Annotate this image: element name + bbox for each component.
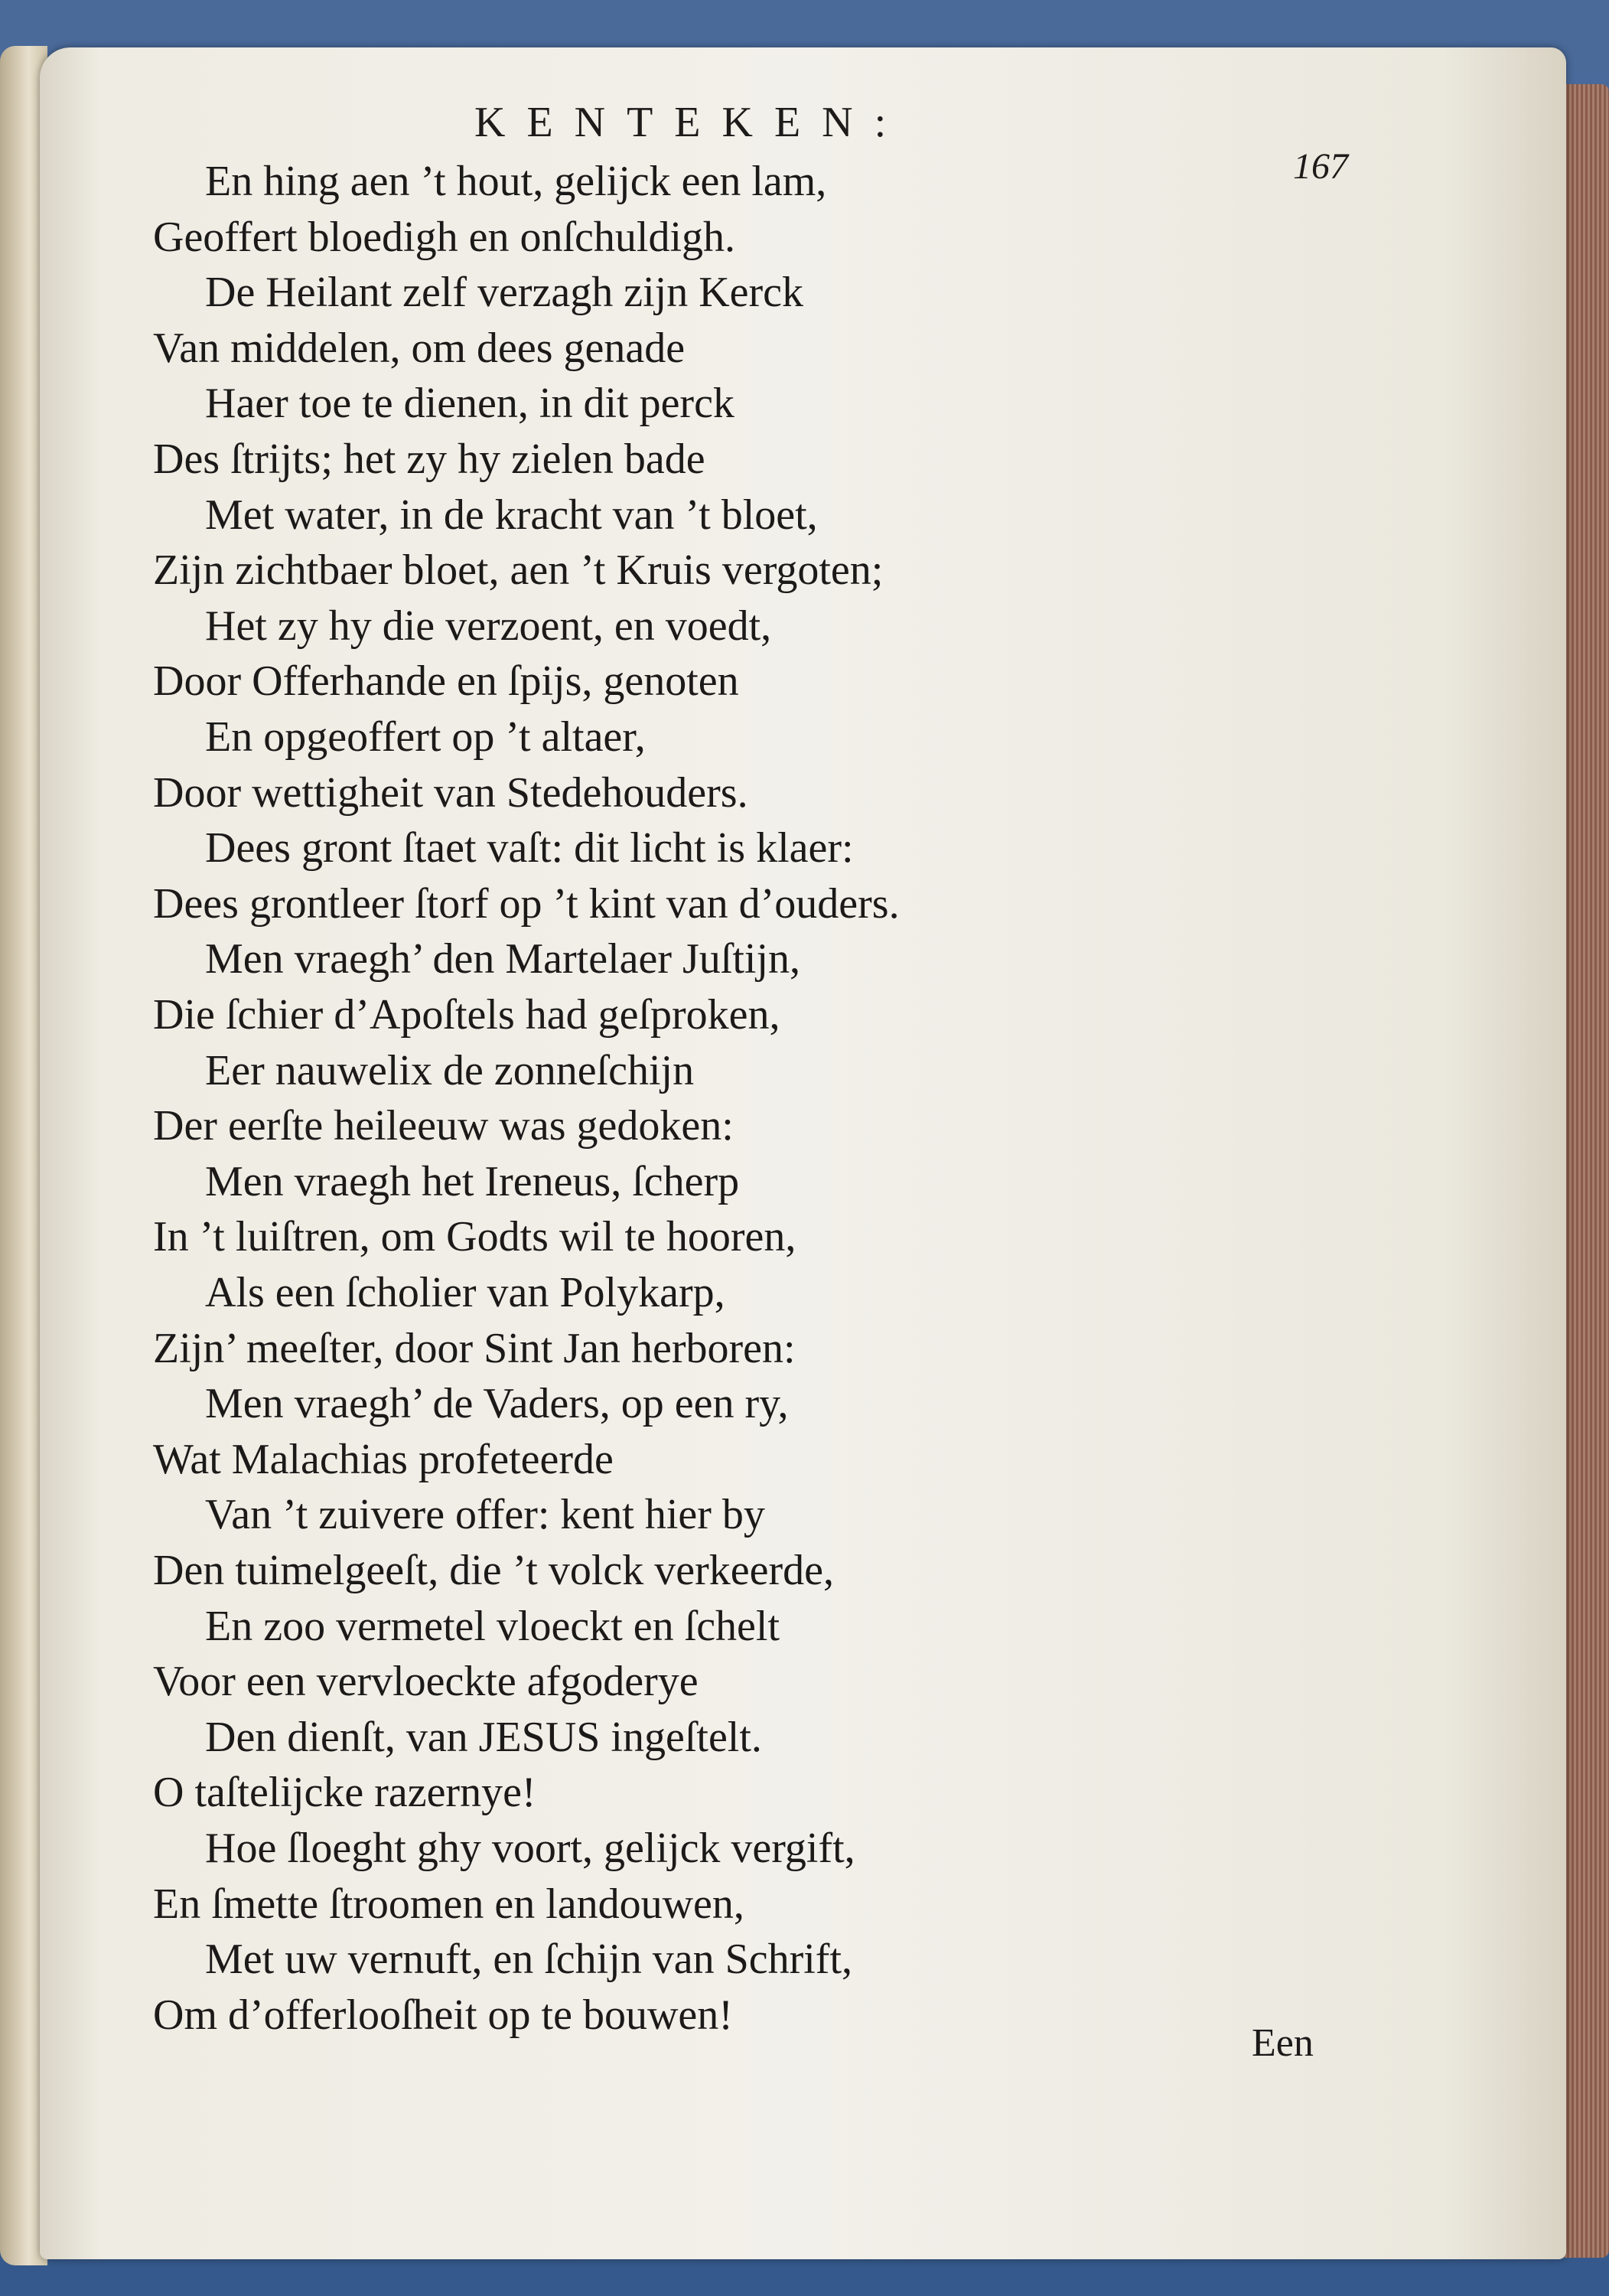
poem-line: Eer nauwelix de zonneſchijn (205, 1046, 695, 1094)
poem-line: Voor een vervloeckte afgoderye (153, 1658, 699, 1706)
poem-line: O taſtelijcke razernye! (153, 1769, 536, 1817)
poem-line: Men vraegh het Ireneus, ſcherp (205, 1157, 740, 1205)
poem-line: Het zy hy die verzoent, en voedt, (205, 602, 772, 650)
poem-line: Den tuimelgeeſt, die ’t volck verkeerde, (153, 1547, 834, 1594)
poem-line: Dees gront ſtaet vaſt: dit licht is klaer: (205, 824, 854, 872)
poem-line: Met water, in de kracht van ’t bloet, (205, 491, 818, 539)
poem-line: Van ’t zuivere offer: kent hier by (205, 1491, 765, 1539)
poem-line: Den dienſt, van JESUS ingeſtelt. (205, 1713, 762, 1761)
poem-line: En hing aen ’t hout, gelijck een lam, (205, 158, 827, 205)
poem-line: Die ſchier d’Apoſtels had geſproken, (153, 991, 780, 1039)
poem-line: Door Offerhande en ſpijs, genoten (153, 657, 739, 706)
poem-line: Van middelen, om dees genade (153, 324, 686, 372)
poem-line: Dees grontleer ſtorf op ’t kint van d’ouders. (153, 879, 900, 928)
poem-line: De Heilant zelf verzagh zijn Kerck (205, 269, 804, 317)
poem-line: Haer toe te dienen, in dit perck (205, 380, 734, 428)
poem-line: En zoo vermetel vloeckt en ſchelt (205, 1602, 780, 1650)
poem-line: Geoffert bloedigh en onſchuldigh. (153, 213, 736, 261)
poem-line: Als een ſcholier van Polykarp, (205, 1269, 725, 1316)
poem-line: En opgeoffert op ’t altaer, (205, 713, 646, 761)
poem-line: Der eerſte heileeuw was gedoken: (153, 1102, 734, 1150)
poem-line: Des ſtrijts; het zy hy zielen bade (153, 435, 705, 483)
running-head: KENTEKEN: (474, 99, 908, 146)
poem-line: Wat Malachias profeteerde (153, 1435, 614, 1483)
poem-line: Met uw vernuft, en ſchijn van Schrift, (205, 1936, 853, 1984)
poem-line: Hoe ſloeght ghy voort, gelijck vergift, (205, 1825, 855, 1872)
poem-line: Zijn zichtbaer bloet, aen ’t Kruis vergoten; (153, 546, 884, 595)
poem-line: Door wettigheit van Stedehouders. (153, 768, 748, 817)
poem-line: Men vraegh’ de Vaders, op een ry, (205, 1380, 789, 1428)
poem-line: En ſmette ſtroomen en landouwen, (153, 1880, 744, 1928)
catchword: Een (1252, 2021, 1314, 2065)
poem-line: In ’t luiſtren, om Godts wil te hooren, (153, 1213, 796, 1261)
poem-line: Om d’offerlooſheit op te bouwen! (153, 1991, 733, 2039)
poem-line: Men vraegh’ den Martelaer Juſtijn, (205, 935, 801, 983)
poem-line: Zijn’ meeſter, door Sint Jan herboren: (153, 1324, 796, 1372)
page-number: 167 (1293, 146, 1348, 187)
